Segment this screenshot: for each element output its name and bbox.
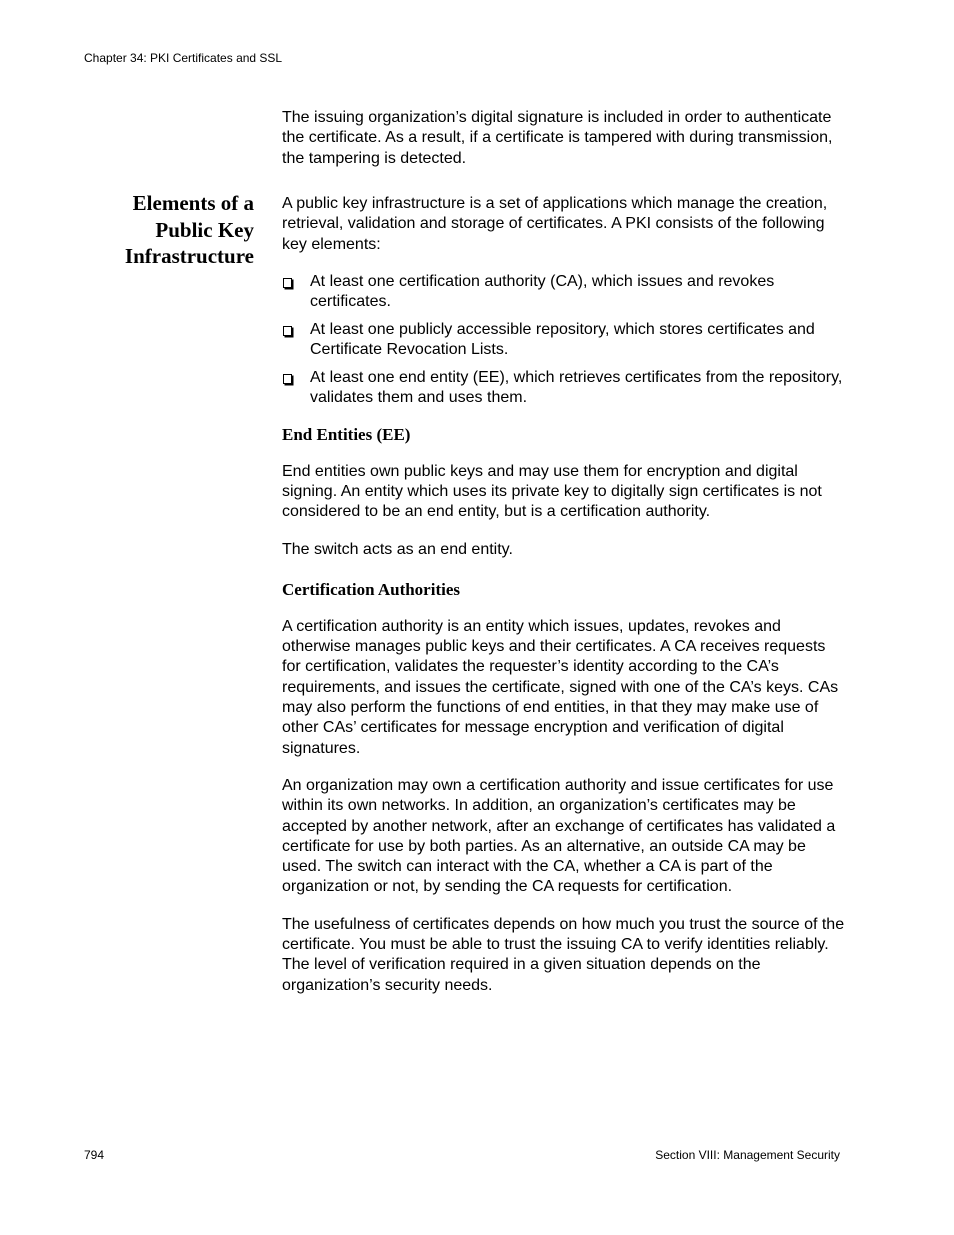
section-body (282, 194, 848, 996)
certification-authorities-paragraph-3: The usefulness of certificates depends on how much you trust the source of the certificate. You must be able to trust the issuing CA to verify identities reliably. The level of verification required in a given situation depends on the organization’s security needs. (282, 915, 845, 994)
section-heading-line-3: Infrastructure (124, 244, 254, 268)
running-header: Chapter 34: PKI Certificates and SSL (84, 51, 283, 65)
page-number: 794 (84, 1148, 105, 1162)
intro-paragraph: The issuing organization’s digital signature is included in order to authenticate the certificate. As a result, if a certificate is tampered with during transmission, the tampering is detected. (282, 109, 833, 167)
end-entities-heading: End Entities (EE) (282, 424, 411, 444)
list-item-text: At least one end entity (EE), which retrieves certificates from the repository, validates them and uses them. (310, 369, 843, 407)
checkbox-bullet-icon (283, 326, 292, 336)
list-item (282, 272, 848, 313)
section-heading-line-2: Public Key (155, 217, 254, 242)
list-item-text: At least one certification authority (CA), which issues and revokes certificates. (310, 272, 775, 311)
list-item-text: At least one publicly accessible repository, which stores certificates and Certificate Revocation Lists. (310, 320, 815, 359)
pki-lead-paragraph: A public key infrastructure is a set of applications which manage the creation, retrieval, validation and storage of certificates. A PKI consists of the following key elements: (282, 195, 828, 253)
list-item (282, 368, 848, 409)
running-footer-section: Section VIII: Management Security (655, 1148, 840, 1162)
checkbox-bullet-icon (283, 278, 292, 288)
end-entities-paragraph-1: End entities own public keys and may use them for encryption and digital signing. An entity which uses its private key to digitally sign certificates is not considered to be an end entity, but is a certification authority. (282, 462, 822, 521)
list-item (282, 320, 848, 361)
intro-paragraph-block (282, 108, 848, 169)
checkbox-bullet-icon (283, 374, 292, 384)
certification-authorities-paragraph-1: A certification authority is an entity which issues, updates, revokes and otherwise manages public keys and their certificates. A CA receives requests for certification, validates the requester’s identity according to the CA’s requirements, and issues the certificate, signed with one of the CA’s keys. CAs may also perform the functions of end entities, in that they may make use of other CAs’ certificates for message encryption and verification of digital signatures. (282, 617, 839, 757)
certification-authorities-heading: Certification Authorities (282, 579, 460, 599)
section-heading (100, 190, 254, 270)
end-entities-paragraph-2: The switch acts as an end entity. (282, 540, 513, 558)
certification-authorities-paragraph-2: An organization may own a certification authority and issue certificates for use within its own networks. In addition, an organization’s certificates may be accepted by another network, after an exchange of certificates has validated a certificate for use by both parties. As an alternative, an outside CA may be used. The switch can interact with the CA, whether a CA is part of the organization or not, by sending the CA requests for certification. (282, 776, 836, 896)
section-heading-line-1: Elements of a (132, 191, 254, 215)
pki-elements-list (282, 272, 848, 409)
